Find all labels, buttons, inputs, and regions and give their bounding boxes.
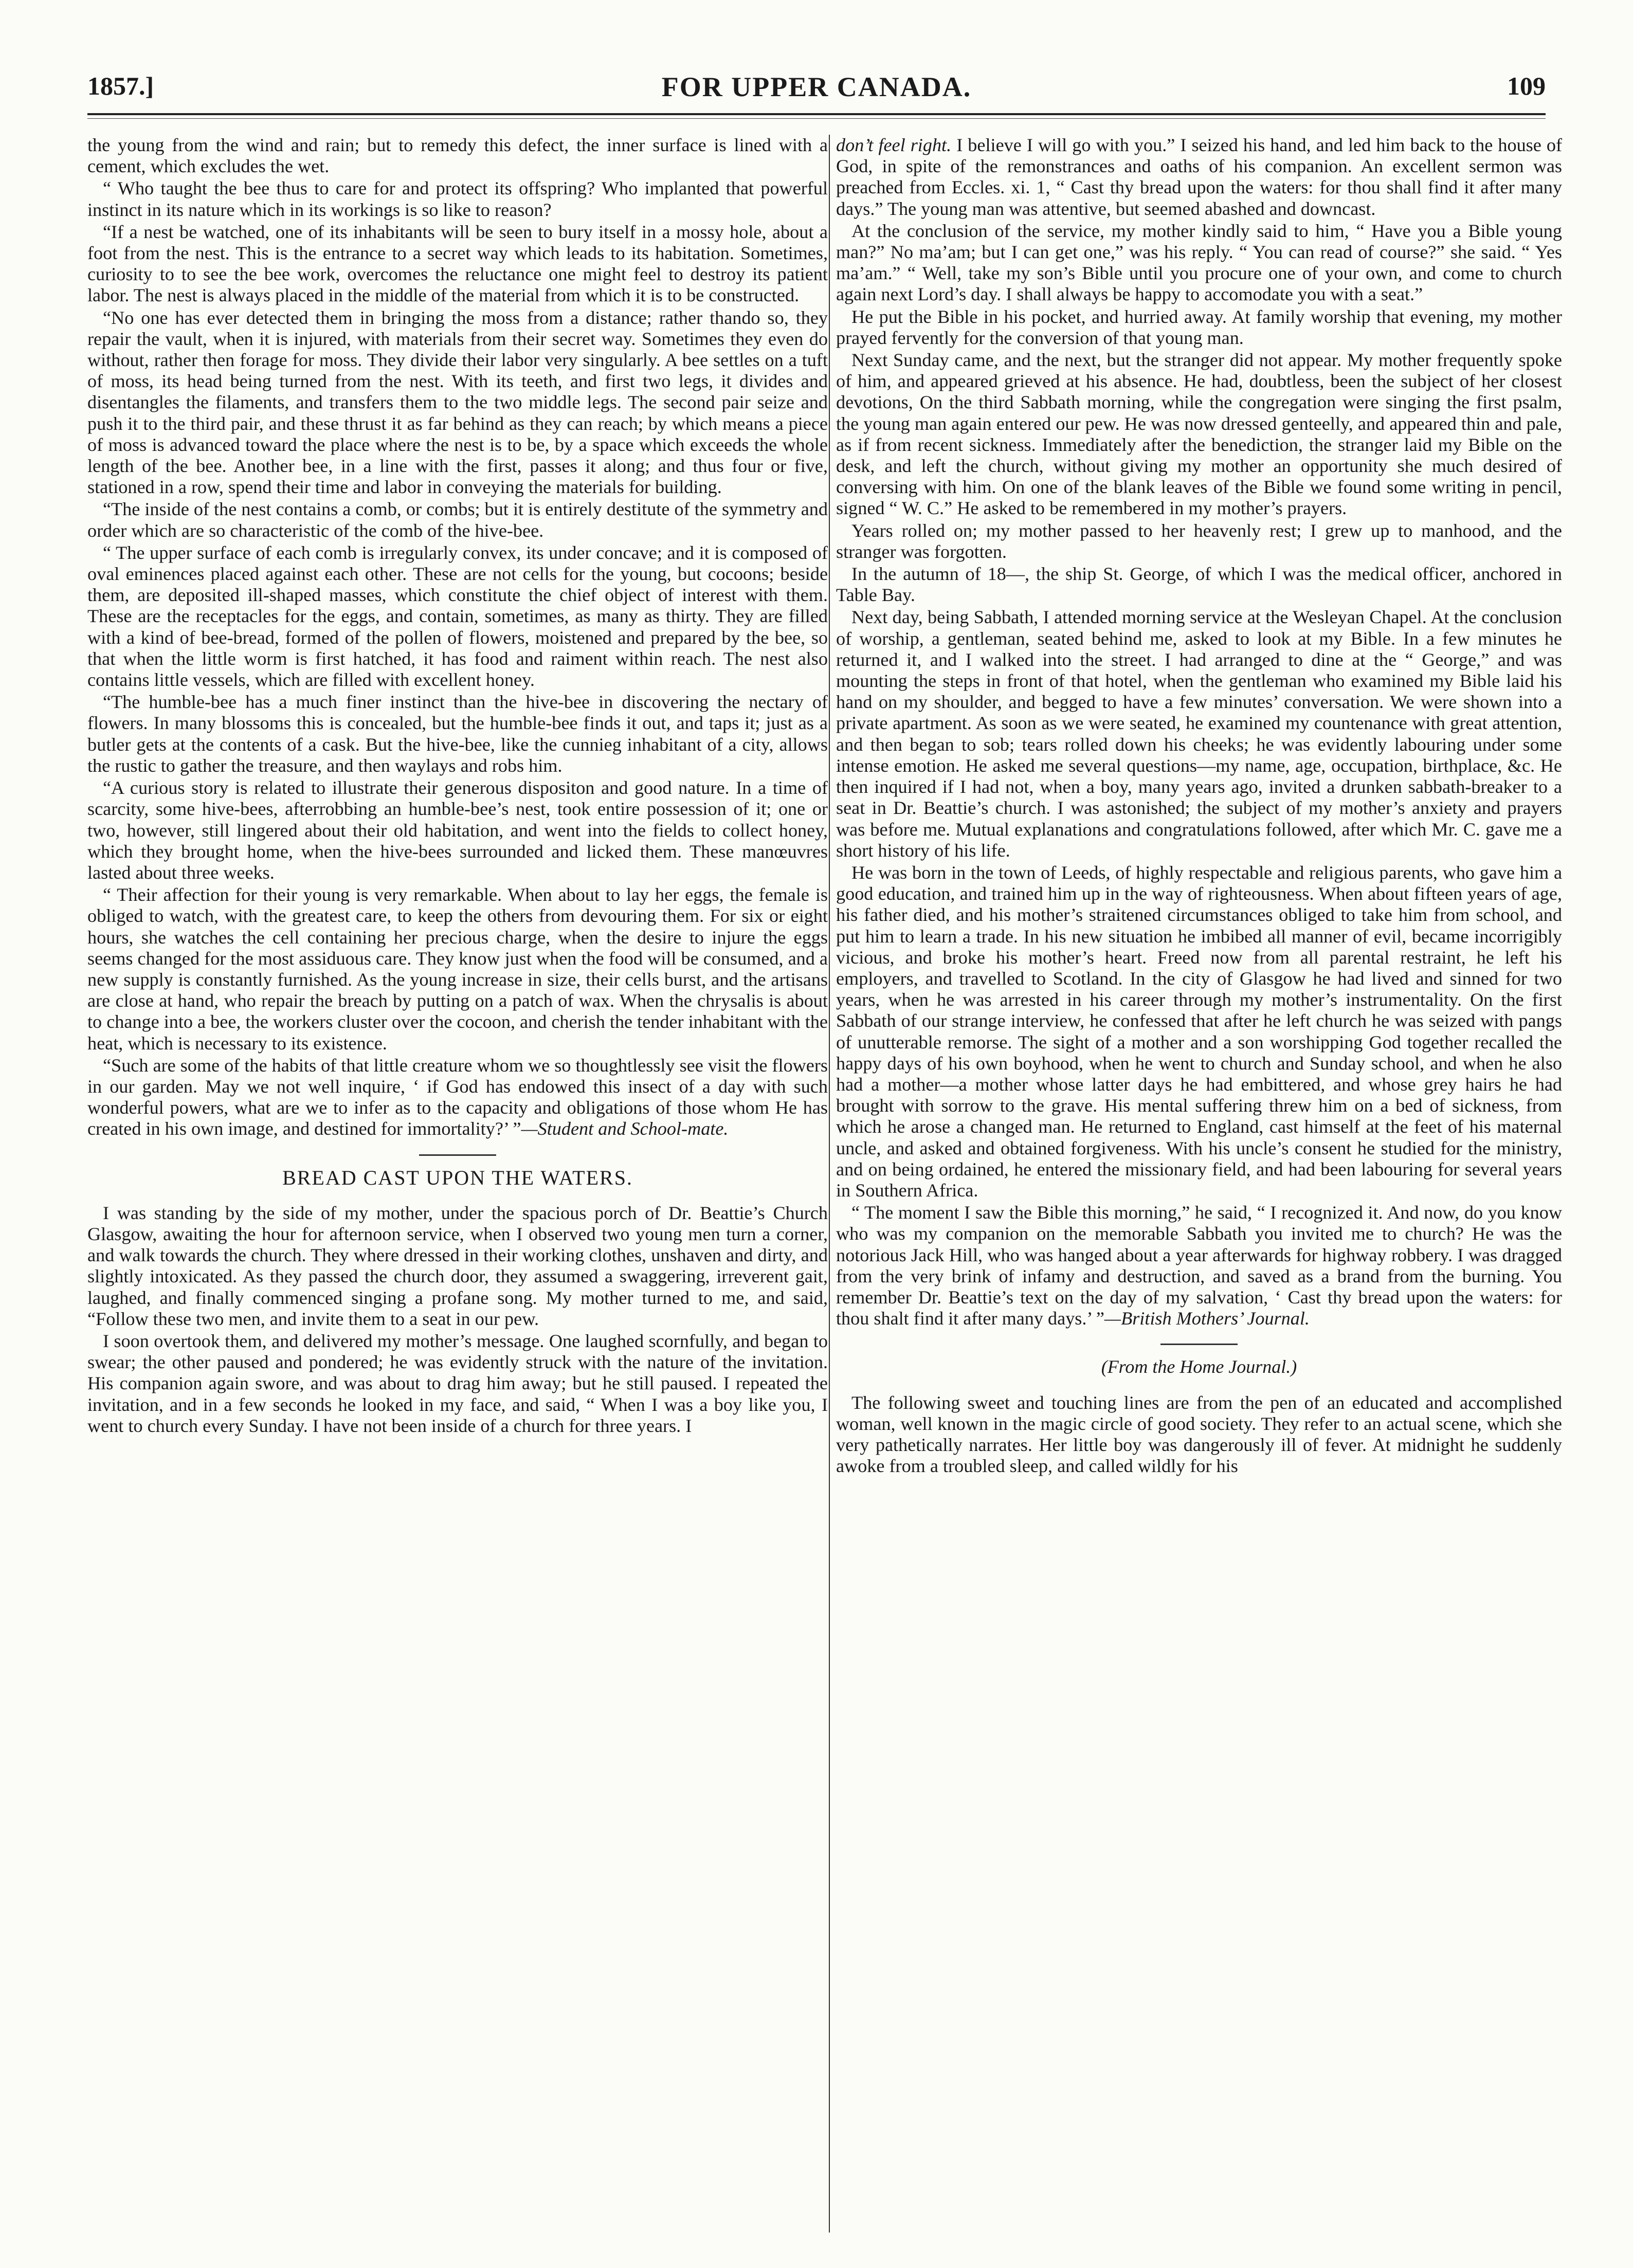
paragraph: I soon overtook them, and delivered my mother’s message. One laughed scornfully, and began to swear; the other paused and pondered; he was evidently struck with the nature of the invitation. His companion again swore, and was about to drag him away; but he still paused. I repeated the invitation, and in a few seconds he looked in my face, and said, “ When I was a boy like you, I went to church every Sunday. I have not been inside of a church for three years. I (87, 1330, 828, 1436)
right-column (836, 135, 1562, 2235)
source-note: (From the Home Journal.) (1101, 1356, 1297, 1377)
paragraph: Next day, being Sabbath, I attended morning service at the Wesleyan Chapel. At the conclusion of worship, a gentleman, seated behind me, asked to look at my Bible. In a few minutes he returned it, and I walked into the street. I had arranged to dine at the “ George,” and was mounting the steps in front of that hotel, when the gentleman who examined my Bible laid his hand on my shoulder, and begged to have a few minutes’ conversation. We were shown into a private apartment. As soon as we were seated, he examined my countenance with great attention, and then began to sob; tears rolled down his cheeks; he was evidently labouring under some intense emotion. He asked me several questions—my name, age, occupation, birthplace, &c. He then inquired if I had not, when a boy, many years ago, invited a drunken sabbath-breaker to a seat in Dr. Beattie’s church. I was astonished; the subject of my mother’s anxiety and prayers was before me. Mutual explanations and congratulations followed, after which Mr. C. gave me a short history of his life. (836, 607, 1562, 861)
paragraph: In the autumn of 18—, the ship St. George, of which I was the medical officer, anchored in Table Bay. (836, 564, 1562, 606)
header-rule-thin (87, 118, 1546, 119)
paragraph-with-attribution (87, 1055, 828, 1140)
italic-lead: don’t feel right. (836, 135, 952, 155)
paragraph: He put the Bible in his pocket, and hurried away. At family worship that evening, my mother prayed fervently for the conversion of that young man. (836, 306, 1562, 348)
paragraph: “ Their affection for their young is very remarkable. When about to lay her eggs, the female is obliged to watch, with the greatest care, to keep the others from devouring them. For six or eight hours, she watches the cell containing her precious charge, when the desire to injure the eggs seems changed for the most assiduous care. They know just when the food will be consumed, and a new supply is constantly furnished. As the young increase in size, their cells burst, and the artisans are close at hand, who repair the breach by putting on a patch of wax. When the chrysalis is about to change into a bee, the workers cluster over the cocoon, and cherish the tender inhabitant with the heat, which is necessary to its existence. (87, 884, 828, 1054)
column-divider (829, 135, 830, 2233)
paragraph: Years rolled on; my mother passed to her heavenly rest; I grew up to manhood, and the stranger was forgotten. (836, 520, 1562, 562)
header-page-number: 109 (1507, 71, 1546, 100)
paragraph-with-attribution (836, 1202, 1562, 1329)
header-title: FOR UPPER CANADA. (661, 71, 972, 102)
paragraph: “ The upper surface of each comb is irregularly convex, its under concave; and it is composed of oval eminences placed against each other. These are not cells for the young, but cocoons; beside them, are deposited ill-shaped masses, which constitute the chief object of interest with them. These are the receptacles for the eggs, and contain, sometimes, as many as thirty. They are filled with a kind of bee-bread, formed of the pollen of flowers, moistened and prepared by the bee, so that when the little worm is first hatched, it has food and raiment within reach. The nest also contains little vessels, which are filled with excellent honey. (87, 542, 828, 691)
paragraph: He was born in the town of Leeds, of highly respectable and religious parents, who gave him a good education, and trained him up in the way of righteousness. When about fifteen years of age, his father died, and his mother’s straitened circumstances obliged to take him from school, and put him to learn a trade. In his new situation he imbibed all manner of evil, became incorrigibly vicious, and broke his mother’s heart. Freed now from all parental restraint, he left his employers, and travelled to Scotland. In the city of Glasgow he had lived and sinned for two years, when he was arrested in his career through my mother’s instrumentality. On the first Sabbath of our strange interview, he confessed that after he left church he was seized with pangs of unutterable remorse. The sight of a mother and a son worshipping God together recalled the happy days of his own boyhood, when he went to church and Sunday school, and when he also had a mother—a mother whose latter days he had embittered, and whose grey hairs he had brought with sorrow to the grave. His mental suffering threw him on a bed of sickness, from which he arose a changed man. He returned to England, cast himself at the feet of his maternal uncle, and asked and obtained forgiveness. With his uncle’s consent he studied for the ministry, and on being ordained, he entered the missionary field, and had been labouring for several years in Southern Africa. (836, 862, 1562, 1201)
paragraph: “The inside of the nest contains a comb, or combs; but it is entirely destitute of the symmetry and order which are so characteristic of the comb of the hive-bee. (87, 499, 828, 541)
paragraph-text: I believe I will go with you.” I seized his hand, and led him back to the house of God, in spite of the remonstrances and oaths of his companion. An excellent sermon was preached from Eccles. xi. 1, “ Cast thy bread upon the waters: for thou shall find it after many days.” The young man was attentive, but seemed abashed and downcast. (836, 135, 1562, 219)
paragraph-text: “Such are some of the habits of that little creature whom we so thoughtlessly see visit the flowers in our garden. May we not well inquire, ‘ if God has endowed this insect of a day with such wonderful powers, what are we to infer as to the capacity and obligations of those whom He has created in his own image, and destined for immortality?’ ” (87, 1055, 828, 1139)
header-rule (87, 113, 1546, 115)
paragraph: I was standing by the side of my mother, under the spacious porch of Dr. Beattie’s Church Glasgow, awaiting the hour for afternoon service, when I observed two young men turn a corner, and walk towards the church. They where dressed in their working clothes, unshaven and dirty, and slightly intoxicated. As they passed the church door, they assumed a swaggering, irreverent gait, laughed, and finally commenced singing a profane song. My mother turned to me, and said, “Follow these two men, and invite them to a seat in our pew. (87, 1202, 828, 1329)
attribution: —Student and School-mate. (521, 1118, 729, 1139)
paragraph: Next Sunday came, and the next, but the stranger did not appear. My mother frequently spoke of him, and appeared grieved at his absence. He had, doubtless, been the subject of her closest devotions, On the third Sabbath morning, while the congregation were singing the first psalm, the young man again entered our pew. He was now dressed genteelly, and appeared thin and pale, as if from recent sickness. Immediately after the benediction, the stranger laid my Bible on the desk, and left the church, without giving my mother an opportunity she much desired of conversing with him. On one of the blank leaves of the Bible we found some writing in pencil, signed “ W. C.” He asked to be remembered in my mother’s prayers. (836, 350, 1562, 519)
page-header (87, 71, 1546, 133)
article-title: BREAD CAST UPON THE WATERS. (282, 1166, 633, 1189)
paragraph: At the conclusion of the service, my mother kindly said to him, “ Have you a Bible young man?” No ma’am; but I can get one,” was his reply. “ You can read of course?” she said. “ Yes ma’am.” “ Well, take my son’s Bible until you procure one of your own, and come to church again next Lord’s day. I shall always be happy to accomodate you with a seat.” (836, 220, 1562, 305)
paragraph: the young from the wind and rain; but to remedy this defect, the inner surface is lined with a cement, which excludes the wet. (87, 135, 828, 177)
paragraph: “If a nest be watched, one of its inhabitants will be seen to bury itself in a mossy hole, about a foot from the nest. This is the entrance to a secret way which leads to its habitation. Sometimes, curiosity to to see the bee work, overcomes the reluctance one might feel to destroy its patient labor. The nest is always placed in the middle of the material from which it is to be constructed. (87, 221, 828, 306)
paragraph-continued (836, 135, 1562, 220)
header-year: 1857.] (87, 71, 154, 100)
left-column (87, 135, 828, 2235)
paragraph: “No one has ever detected them in bringing the moss from a distance; rather thando so, they repair the vault, when it is injured, with materials from their secret way. Sometimes they even do without, rather then forage for moss. They divide their labor very singularly. A bee settles on a tuft of moss, its head being turned from the nest. With its teeth, and first two legs, it divides and disentangles the filaments, and transfers them to the two middle legs. The second pair seize and push it to the third pair, and these thrust it as far behind as they can reach; by which means a piece of moss is advanced toward the place where the nest is to be, by a space which exceeds the whole length of the bee. Another bee, in a line with the first, passes it along; and thus four or five, stationed in a row, spend their time and labor in conveying the materials for building. (87, 307, 828, 498)
paragraph: “ Who taught the bee thus to care for and protect its offspring? Who implanted that powerful instinct in its nature which in its workings is so like to reason? (87, 178, 828, 220)
paragraph: “A curious story is related to illustrate their generous dispositon and good nature. In a time of scarcity, some hive-bees, afterrobbing an humble-bee’s nest, took entire possession of it; one or two, however, still lingered about their old habitation, and went into the fields to collect honey, which they brought home, when the hive-bees surrounded and licked them. These manœuvres lasted about three weeks. (87, 777, 828, 883)
paragraph: The following sweet and touching lines are from the pen of an educated and accomplished woman, well known in the magic circle of good society. They refer to an actual scene, which she very pathetically narrates. Her little boy was dangerously ill of fever. At midnight he suddenly awoke from a troubled sleep, and called wildly for his (836, 1392, 1562, 1477)
section-divider (1160, 1344, 1238, 1345)
paragraph-text: “ The moment I saw the Bible this morning,” he said, “ I recognized it. And now, do you know who was my companion on the memorable Sabbath you invited me to church? He was the notorious Jack Hill, who was hanged about a year afterwards for highway robbery. I was dragged from the very brink of infamy and destruction, and saved as a brand from the burning. You remember Dr. Beattie’s text on the day of my salvation, ‘ Cast thy bread upon the waters: for thou shalt find it after many days.’ ” (836, 1202, 1562, 1329)
section-divider (419, 1154, 496, 1156)
attribution: —British Mothers’ Journal. (1104, 1308, 1310, 1329)
paragraph: “The humble-bee has a much finer instinct than the hive-bee in discovering the nectary of flowers. In many blossoms this is concealed, but the humble-bee finds it out, and taps it; just as a butler gets at the contents of a cask. But the hive-bee, like the cunnieg inhabitant of a city, allows the rustic to gather the treasure, and then waylays and robs him. (87, 692, 828, 776)
